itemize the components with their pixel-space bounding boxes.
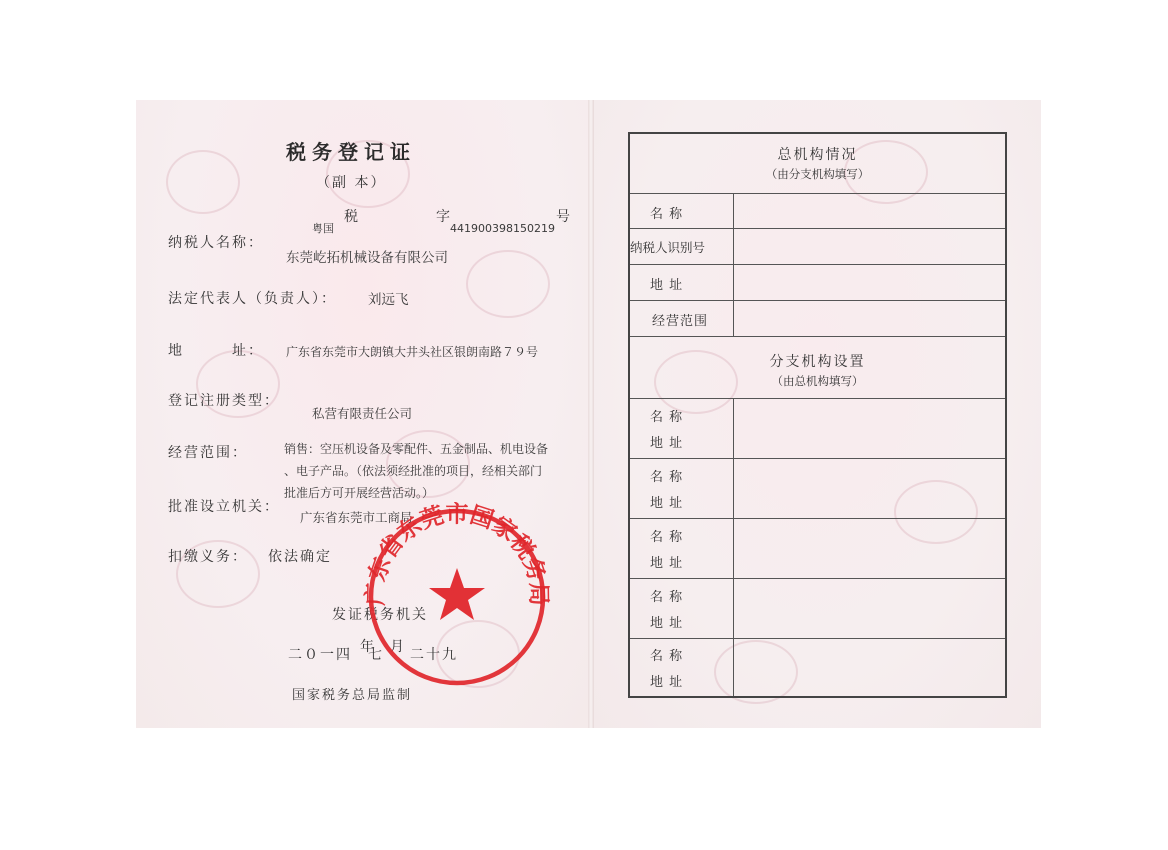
watermark-emblem: [466, 250, 550, 318]
legal-rep: 刘远飞: [368, 292, 409, 308]
branch-label-cell: [630, 579, 734, 638]
address: 广东省东莞市大朗镇大井头社区银朗南路７９号: [286, 345, 539, 359]
branch-label-cell: [630, 459, 734, 518]
hq-scope-label: 经营范围: [652, 314, 709, 329]
branch-row: [630, 459, 1005, 519]
tax-word: 税: [344, 209, 360, 225]
organization-table: [628, 132, 1007, 698]
scope-line-3: 批准后方可开展经营活动。）: [284, 486, 435, 500]
reg-type: 私营有限责任公司: [312, 406, 413, 421]
document-subtitle: （副 本）: [316, 175, 387, 191]
withholding-label: 扣缴义务：: [168, 549, 248, 565]
address-label-2: 址：: [232, 343, 264, 359]
branch-subtitle: （由总机构填写）: [771, 374, 864, 388]
legal-rep-label: 法定代表人（负责人）：: [168, 291, 337, 307]
address-label-1: 地: [168, 343, 184, 359]
branch-title: 分支机构设置: [769, 354, 866, 370]
issue-date-year: 二０一四: [288, 647, 352, 663]
hq-title: 总机构情况: [777, 147, 858, 163]
scope-line-1: 销售：空压机设备及零配件、五金制品、机电设备: [284, 442, 549, 456]
branch-header-row: [630, 337, 1005, 399]
branch-row: [630, 399, 1005, 459]
scope-label: 经营范围：: [168, 445, 248, 461]
hq-name-label-cell: [630, 194, 734, 228]
hq-name-row: [630, 194, 1005, 229]
hq-address-row: [630, 265, 1005, 301]
hq-scope-label-cell: [630, 301, 734, 336]
tax-prefix: 粤国: [312, 222, 334, 235]
issue-date-yue: 月: [390, 639, 406, 655]
svg-text:广东省东莞市国家税务局: 广东省东莞市国家税务局: [362, 502, 552, 606]
hq-subtitle: （由分支机构填写）: [765, 167, 870, 181]
branch-label-cell: [630, 519, 734, 578]
approval-label: 批准设立机关：: [168, 499, 280, 515]
issue-date-month: 七: [368, 647, 384, 663]
hq-address-label: 地 址: [650, 278, 684, 293]
zi-word: 字: [436, 209, 452, 225]
branch-address-label: 地 址: [650, 675, 684, 690]
reg-type-label: 登记注册类型：: [168, 393, 280, 409]
hq-id-row: [630, 229, 1005, 265]
taxpayer-name-label: 纳税人名称：: [168, 235, 264, 251]
tax-number: 441900398150219: [450, 222, 555, 235]
issuer-label: 发证税务机关: [332, 607, 428, 623]
branch-address-label: 地 址: [650, 496, 684, 511]
branch-address-label: 地 址: [650, 436, 684, 451]
scope-line-2: 、电子产品。（依法须经批准的项目，经相关部门: [284, 464, 543, 478]
branch-name-label: 名 称: [650, 649, 684, 664]
issue-date-day: 二十九: [410, 647, 458, 663]
issue-date-nian: 年: [360, 639, 376, 655]
left-page: [136, 100, 588, 728]
official-seal-icon: [362, 502, 552, 692]
hq-scope-row: [630, 301, 1005, 337]
branch-name-label: 名 称: [650, 470, 684, 485]
watermark-emblem: [166, 150, 240, 214]
branch-name-label: 名 称: [650, 530, 684, 545]
tax-certificate: [136, 100, 1041, 728]
branch-row: [630, 579, 1005, 639]
branch-row: [630, 519, 1005, 579]
branch-row: [630, 639, 1005, 696]
approval-authority: 广东省东莞市工商局: [300, 510, 413, 525]
withholding-value: 依法确定: [268, 549, 332, 565]
hq-name-label: 名 称: [650, 207, 684, 222]
hq-id-label: 纳税人识别号: [630, 240, 706, 255]
branch-name-label: 名 称: [650, 590, 684, 605]
branch-address-label: 地 址: [650, 556, 684, 571]
hq-header-row: [630, 134, 1005, 194]
branch-label-cell: [630, 399, 734, 458]
footer-supervision: 国家税务总局监制: [292, 688, 413, 703]
hq-address-label-cell: [630, 265, 734, 300]
branch-address-label: 地 址: [650, 616, 684, 631]
document-title: 税务登记证: [286, 140, 416, 164]
branch-name-label: 名 称: [650, 410, 684, 425]
hao-word: 号: [556, 209, 572, 225]
branch-label-cell: [630, 639, 734, 696]
taxpayer-name: 东莞屹拓机械设备有限公司: [286, 250, 448, 266]
hq-id-label-cell: [630, 229, 734, 264]
